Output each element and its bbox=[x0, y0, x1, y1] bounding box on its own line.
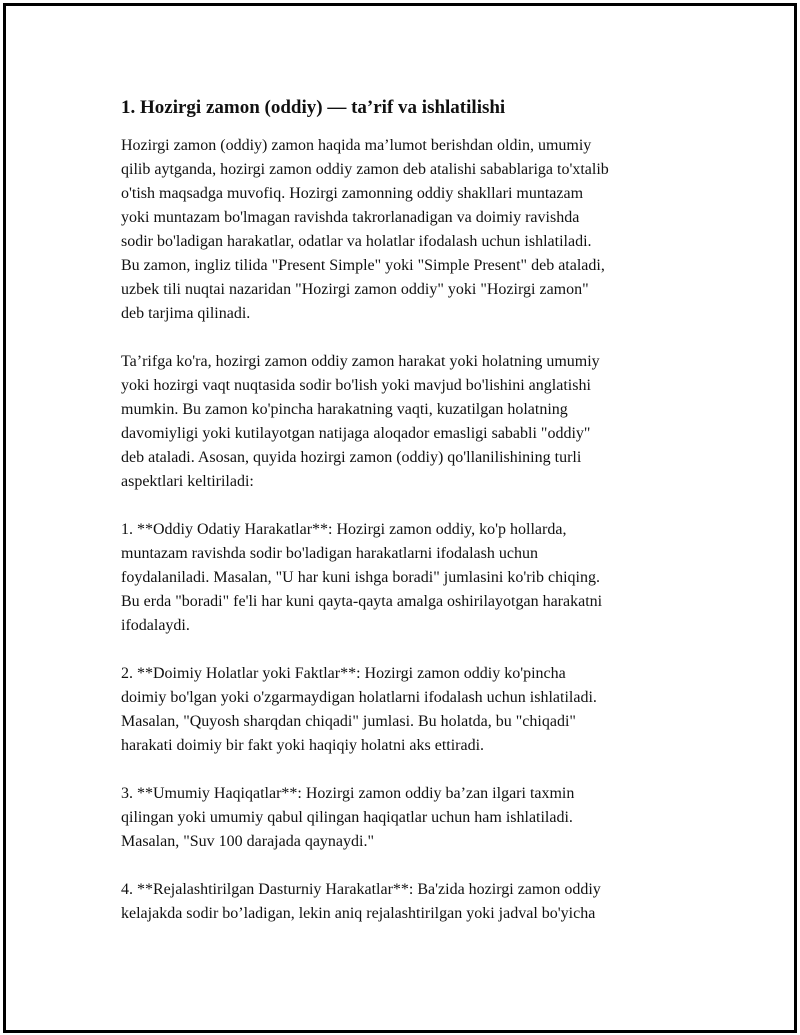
text-line: 2. **Doimiy Holatlar yoki Faktlar**: Hozirgi zamon oddiy ko'pincha bbox=[121, 665, 566, 682]
paragraph-definition bbox=[121, 350, 691, 494]
text-line: kelajakda sodir bo’ladigan, lekin aniq rejalashtirilgan yoki jadval bo'yicha bbox=[121, 905, 596, 922]
text-line: muntazam ravishda sodir bo'ladigan harakatlarni ifodalash uchun bbox=[121, 545, 538, 562]
text-line: sodir bo'ladigan harakatlar, odatlar va holatlar ifodalash uchun ishlatiladi. bbox=[121, 233, 592, 250]
text-line: yoki hozirgi vaqt nuqtasida sodir bo'lish yoki mavjud bo'lishini anglatishi bbox=[121, 377, 591, 394]
text-line: Bu zamon, ingliz tilida "Present Simple" yoki "Simple Present" deb ataladi, bbox=[121, 257, 605, 274]
text-line: Ta’rifga ko'ra, hozirgi zamon oddiy zamon harakat yoki holatning umumiy bbox=[121, 353, 600, 370]
text-line: davomiyligi yoki kutilayotgan natijaga aloqador emasligi sababli "oddiy" bbox=[121, 425, 591, 442]
paragraph-item-4 bbox=[121, 878, 691, 926]
text-line: yoki muntazam bo'lmagan ravishda takrorlanadigan va doimiy ravishda bbox=[121, 209, 580, 226]
text-line: 1. **Oddiy Odatiy Harakatlar**: Hozirgi zamon oddiy, ko'p hollarda, bbox=[121, 521, 567, 538]
text-line: uzbek tili nuqtai nazaridan "Hozirgi zamon oddiy" yoki "Hozirgi zamon" bbox=[121, 281, 589, 298]
text-line: Masalan, "Quyosh sharqdan chiqadi" jumlasi. Bu holatda, bu "chiqadi" bbox=[121, 713, 576, 730]
text-line: aspektlari keltiriladi: bbox=[121, 473, 254, 490]
text-line: qilingan yoki umumiy qabul qilingan haqiqatlar uchun ham ishlatiladi. bbox=[121, 809, 573, 826]
text-line: Bu erda "boradi" fe'li har kuni qayta-qayta amalga oshirilayotgan harakatni bbox=[121, 593, 603, 610]
text-line: doimiy bo'lgan yoki o'zgarmaydigan holatlarni ifodalash uchun ishlatiladi. bbox=[121, 689, 597, 706]
text-line: deb tarjima qilinadi. bbox=[121, 305, 251, 322]
text-line: Masalan, "Suv 100 darajada qaynaydi." bbox=[121, 833, 374, 850]
document-body bbox=[121, 96, 691, 950]
text-line: ifodalaydi. bbox=[121, 617, 190, 634]
text-line: harakati doimiy bir fakt yoki haqiqiy holatni aks ettiradi. bbox=[121, 737, 485, 754]
text-line: Hozirgi zamon (oddiy) zamon haqida ma’lumot berishdan oldin, umumiy bbox=[121, 137, 592, 154]
text-line: o'tish maqsadga muvofiq. Hozirgi zamonning oddiy shakllari muntazam bbox=[121, 185, 584, 202]
text-line: mumkin. Bu zamon ko'pincha harakatning vaqti, kuzatilgan holatning bbox=[121, 401, 568, 418]
paragraph-item-3 bbox=[121, 782, 691, 854]
page-frame bbox=[3, 3, 797, 1033]
text-line: deb ataladi. Asosan, quyida hozirgi zamon (oddiy) qo'llanilishining turli bbox=[121, 449, 582, 466]
text-line: 3. **Umumiy Haqiqatlar**: Hozirgi zamon oddiy ba’zan ilgari taxmin bbox=[121, 785, 575, 802]
paragraph-item-2 bbox=[121, 662, 691, 758]
text-line: foydalaniladi. Masalan, "U har kuni ishga boradi" jumlasini ko'rib chiqing. bbox=[121, 569, 600, 586]
text-line: 4. **Rejalashtirilgan Dasturniy Harakatlar**: Ba'zida hozirgi zamon oddiy bbox=[121, 881, 601, 898]
text-line: qilib aytganda, hozirgi zamon oddiy zamon deb atalishi sabablariga to'xtalib bbox=[121, 161, 609, 178]
paragraph-intro bbox=[121, 134, 691, 326]
paragraph-item-1 bbox=[121, 518, 691, 638]
section-heading: 1. Hozirgi zamon (oddiy) — ta’rif va ishlatilishi bbox=[121, 97, 506, 118]
